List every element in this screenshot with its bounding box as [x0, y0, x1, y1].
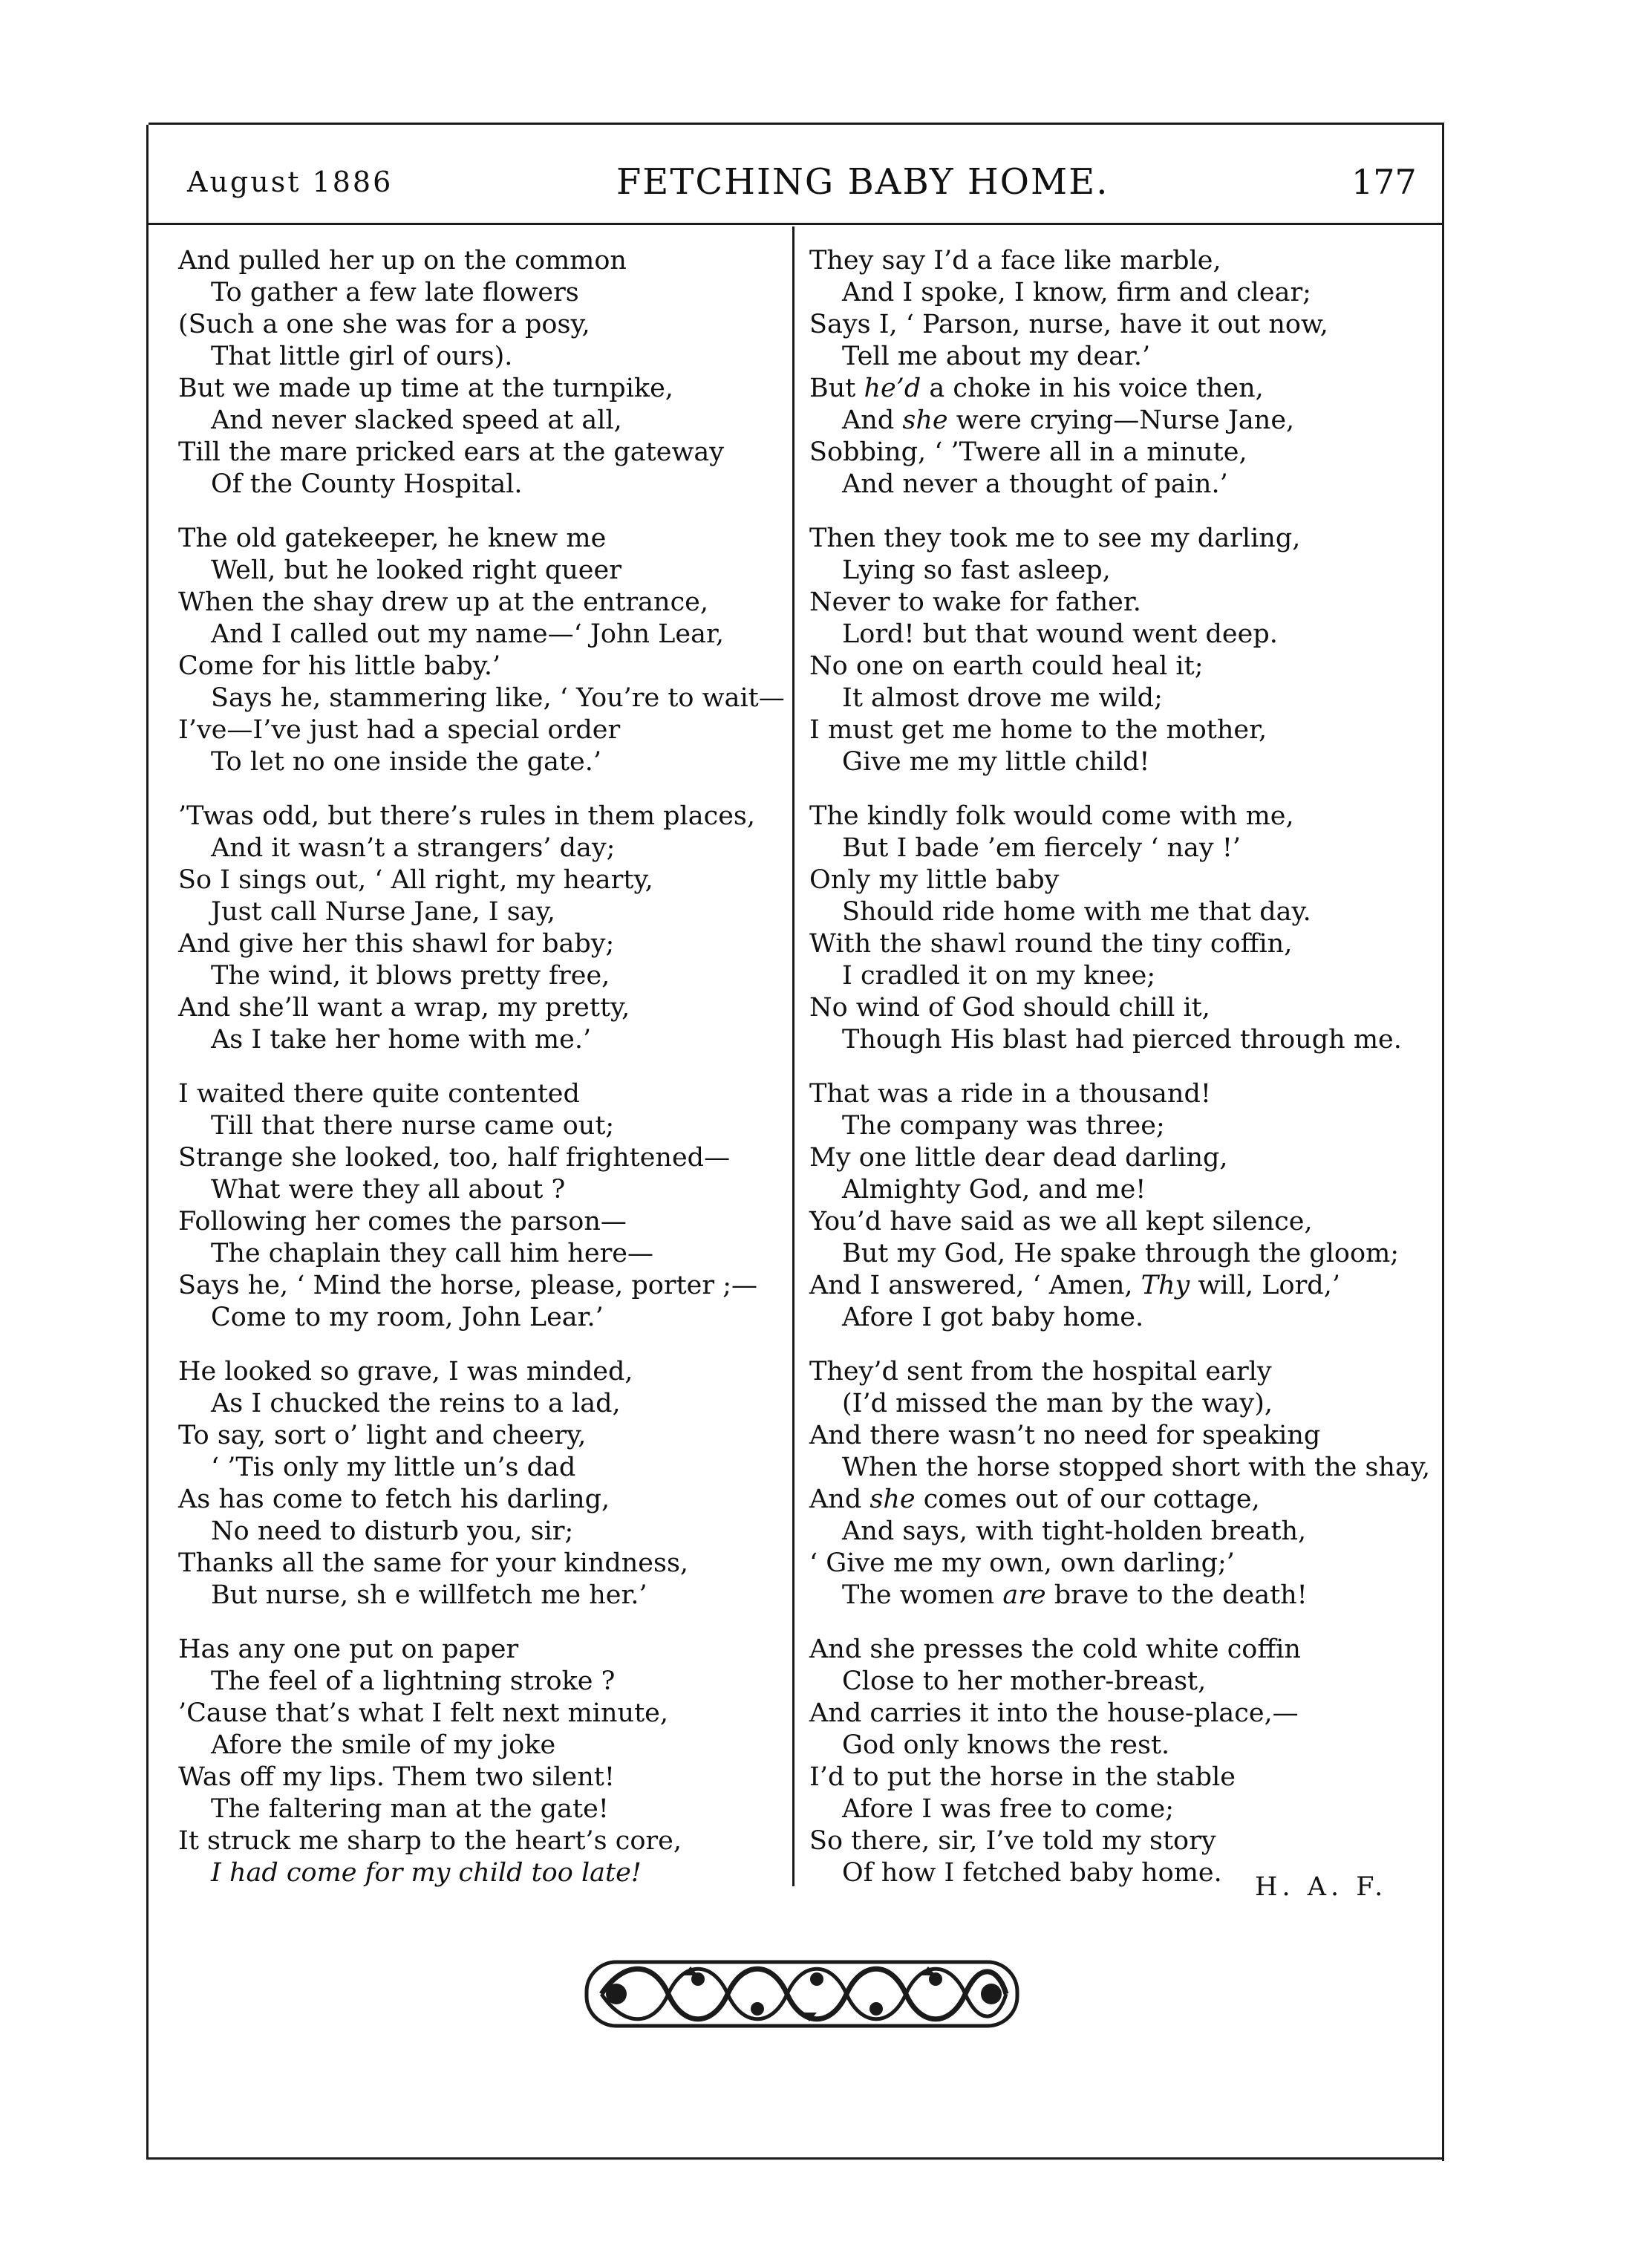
- poem-line: He looked so grave, I was minded,: [178, 1357, 633, 1386]
- poem-line: Till the mare pricked ears at the gateway: [178, 437, 725, 467]
- stanza: [809, 523, 1429, 778]
- poem-line: As I take her home with me.’: [211, 1025, 592, 1055]
- poem-line: Just call Nurse Jane, I say,: [211, 897, 555, 927]
- poem-line: No wind of God should chill it,: [809, 993, 1210, 1023]
- stanza: [809, 245, 1429, 501]
- italic-word: are: [1002, 1580, 1046, 1610]
- poem-line: Has any one put on paper: [178, 1635, 519, 1664]
- poem-line: Thanks all the same for your kindness,: [178, 1548, 689, 1578]
- poem-line: They say I’d a face like marble,: [809, 246, 1221, 276]
- page-number: 177: [1351, 162, 1417, 202]
- poem-line: Though His blast had pierced through me.: [842, 1025, 1402, 1055]
- poem-line: So there, sir, I’ve told my story: [809, 1826, 1216, 1856]
- poem-line: Lying so fast asleep,: [842, 555, 1111, 585]
- poem-line: The faltering man at the gate!: [211, 1794, 609, 1824]
- poem-line: They’d sent from the hospital early: [809, 1357, 1272, 1386]
- poem-line: And she presses the cold white coffin: [809, 1635, 1301, 1664]
- poem-line: Tell me about my dear.’: [842, 342, 1151, 371]
- poem-line: And give her this shawl for baby;: [178, 929, 615, 959]
- poem-line: And says, with tight-holden breath,: [842, 1516, 1307, 1546]
- poem-line: Almighty God, and me!: [842, 1175, 1146, 1205]
- author-initials: H. A. F.: [1255, 1872, 1388, 1902]
- stanza: [809, 1356, 1429, 1612]
- poem-line: And I spoke, I know, firm and clear;: [842, 278, 1311, 307]
- stanza: [809, 801, 1429, 1056]
- poem-line: But I bade ’em fiercely ‘ nay !’: [842, 833, 1241, 863]
- stanza: [178, 1634, 787, 1889]
- poem-line: Says I, ‘ Parson, nurse, have it out now,: [809, 310, 1328, 339]
- poem-line: But he’d a choke in his voice then,: [809, 374, 1264, 403]
- poem-line: But my God, He spake through the gloom;: [842, 1239, 1400, 1268]
- poem-line: But nurse, sh e willfetch me her.’: [211, 1580, 647, 1610]
- poem-line: No one on earth could heal it;: [809, 651, 1204, 681]
- page-title: FETCHING BABY HOME.: [616, 161, 1109, 203]
- poem-line: The chaplain they call him here—: [211, 1239, 654, 1268]
- frame-top-rule: [149, 123, 1444, 125]
- poem-line: The old gatekeeper, he knew me: [178, 524, 607, 553]
- poem-line: As I chucked the reins to a lad,: [211, 1389, 621, 1418]
- poem-line: That little girl of ours).: [211, 342, 513, 371]
- italic-word: she: [902, 405, 948, 435]
- poem-line: ‘ Give me my own, own darling;’: [809, 1548, 1235, 1578]
- poem-line: When the shay drew up at the entrance,: [178, 587, 709, 617]
- poem-line: And she’ll want a wrap, my pretty,: [178, 993, 630, 1023]
- poem-line: Lord! but that wound went deep.: [842, 619, 1278, 649]
- poem-line: It almost drove me wild;: [842, 683, 1163, 713]
- stanza: [178, 1356, 787, 1612]
- poem-line: My one little dear dead darling,: [809, 1143, 1228, 1173]
- poem-line: Afore I was free to come;: [842, 1794, 1174, 1824]
- poem-line: And I answered, ‘ Amen, Thy will, Lord,’: [809, 1271, 1340, 1300]
- poem-line: Sobbing, ‘ ’Twere all in a minute,: [809, 437, 1247, 467]
- poem-column-right: [809, 245, 1429, 1912]
- poem-line: You’d have said as we all kept silence,: [809, 1207, 1313, 1236]
- poem-line: Was off my lips. Them two silent!: [178, 1762, 615, 1792]
- poem-line: As has come to fetch his darling,: [178, 1485, 610, 1514]
- poem-line: Never to wake for father.: [809, 587, 1141, 617]
- poem-line: I must get me home to the mother,: [809, 715, 1267, 745]
- poem-line: And she were crying—Nurse Jane,: [842, 405, 1295, 435]
- poem-line: When the horse stopped short with the shay,: [842, 1453, 1431, 1482]
- poem-line: What were they all about ?: [211, 1175, 566, 1205]
- poem-line: The kindly folk would come with me,: [809, 801, 1294, 831]
- poem-line: Says he, ‘ Mind the horse, please, porter ;—: [178, 1271, 758, 1300]
- poem-line: To gather a few late flowers: [211, 278, 579, 307]
- frame-left-rule: [146, 125, 149, 2160]
- poem-line: ‘ ’Tis only my little un’s dad: [211, 1453, 576, 1482]
- poem-line: Strange she looked, too, half frightened—: [178, 1143, 731, 1173]
- poem-line: And there wasn’t no need for speaking: [809, 1421, 1321, 1450]
- poem-line: And never slacked speed at all,: [211, 405, 622, 435]
- poem-line: The company was three;: [842, 1111, 1165, 1141]
- stanza: [809, 1634, 1429, 1889]
- header-date: August 1886: [187, 166, 394, 198]
- poem-line: And it wasn’t a strangers’ day;: [211, 833, 616, 863]
- poem-line: Only my little baby: [809, 865, 1060, 895]
- poem-line: Come for his little baby.’: [178, 651, 501, 681]
- poem-line: And I called out my name—‘ John Lear,: [211, 619, 724, 649]
- poem-line: ’Cause that’s what I felt next minute,: [178, 1698, 668, 1728]
- poem-line: Afore I got baby home.: [842, 1303, 1144, 1332]
- poem-line: To say, sort o’ light and cheery,: [178, 1421, 587, 1450]
- poem-line: The women are brave to the death!: [842, 1580, 1308, 1610]
- poem-line: I’ve—I’ve just had a special order: [178, 715, 621, 745]
- poem-line: That was a ride in a thousand!: [809, 1079, 1211, 1109]
- italic-word: he’d: [864, 374, 921, 403]
- poem-line: Till that there nurse came out;: [211, 1111, 615, 1141]
- decorative-vine-ornament-icon: [572, 1946, 1032, 2042]
- stanza: [178, 801, 787, 1056]
- poem-line: The wind, it blows pretty free,: [211, 961, 610, 991]
- poem-line: Come to my room, John Lear.’: [211, 1303, 604, 1332]
- poem-line: Of the County Hospital.: [211, 469, 523, 499]
- poem-line: Give me my little child!: [842, 747, 1150, 777]
- poem-line: No need to disturb you, sir;: [211, 1516, 574, 1546]
- stanza: [178, 1078, 787, 1334]
- poem-line: Should ride home with me that day.: [842, 897, 1311, 927]
- poem-line: Well, but he looked right queer: [211, 555, 621, 585]
- poem-line: Afore the smile of my joke: [211, 1730, 556, 1760]
- poem-line: But we made up time at the turnpike,: [178, 374, 673, 403]
- frame-right-rule: [1442, 123, 1444, 2161]
- poem-line: It struck me sharp to the heart’s core,: [178, 1826, 682, 1856]
- poem-line: Close to her mother-breast,: [842, 1666, 1207, 1696]
- poem-line: With the shawl round the tiny coffin,: [809, 929, 1293, 959]
- frame-bottom-rule: [146, 2157, 1444, 2160]
- poem-line: To let no one inside the gate.’: [211, 747, 601, 777]
- poem-line: I cradled it on my knee;: [842, 961, 1156, 991]
- italic-word: she: [869, 1485, 916, 1514]
- header-rule: [149, 223, 1442, 225]
- stanza: [809, 1078, 1429, 1334]
- stanza: [178, 245, 787, 501]
- poem-line: The feel of a lightning stroke ?: [211, 1666, 616, 1696]
- italic-word: Thy: [1141, 1271, 1190, 1300]
- poem-line: God only knows the rest.: [842, 1730, 1170, 1760]
- poem-line: (I’d missed the man by the way),: [842, 1389, 1273, 1418]
- poem-column-left: [178, 245, 787, 1912]
- stanza: [178, 523, 787, 778]
- poem-line: So I sings out, ‘ All right, my hearty,: [178, 865, 653, 895]
- poem-line: I’d to put the horse in the stable: [809, 1762, 1236, 1792]
- poem-line: And pulled her up on the common: [178, 246, 627, 276]
- poem-line: Says he, stammering like, ‘ You’re to wait—: [211, 683, 785, 713]
- poem-line: I waited there quite contented: [178, 1079, 580, 1109]
- poem-line: Then they took me to see my darling,: [809, 524, 1301, 553]
- poem-line: ’Twas odd, but there’s rules in them places,: [178, 801, 756, 831]
- poem-line: (Such a one she was for a posy,: [178, 310, 590, 339]
- poem-line: Of how I fetched baby home.: [842, 1858, 1222, 1888]
- poem-line: And carries it into the house-place,—: [809, 1698, 1299, 1728]
- poem-line: And she comes out of our cottage,: [809, 1485, 1260, 1514]
- poem-line: Following her comes the parson—: [178, 1207, 627, 1236]
- poem-line: And never a thought of pain.’: [842, 469, 1228, 499]
- poem-line: I had come for my child too late!: [211, 1858, 642, 1888]
- column-divider: [792, 227, 794, 1886]
